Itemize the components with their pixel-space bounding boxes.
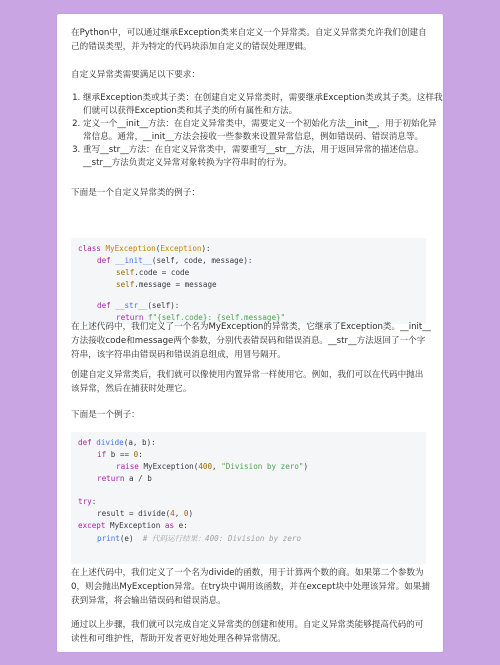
requirement-item: 3. 重写__str__方法：在自定义异常类中，需要重写__str__方法，用于返回异常的描述信息。__str__方法负责定义异常对象转换为字符串时的行为。	[83, 144, 443, 169]
code-line: class MyException(Exception):	[78, 244, 211, 253]
code-line: except MyException as e:	[78, 521, 188, 530]
code-block-divide-example	[71, 432, 426, 564]
code-line: def divide(a, b):	[78, 438, 156, 447]
explain2-paragraph: 在上述代码中，我们定义了一个名为divide的函数，用于计算两个数的商。如果第二个参数为0，则会抛出MyException异常。在try块中调用该函数，并在except块中处理该异常。如果捕获到异常，将会输出错误码和错误消息。	[71, 568, 430, 606]
code-line: try:	[78, 497, 97, 506]
code-line: def __str__(self):	[97, 301, 180, 310]
explain1-paragraph: 在上述代码中，我们定义了一个名为MyException的异常类，它继承了Exception类。__init__方法接收code和message两个参数，分别代表错误码和错误消息。__str__方法返回了一个字符串，该字符串由错误码和错误消息组成，用冒号隔开。	[71, 322, 431, 360]
code-line: return f"{self.code}: {self.message}"	[116, 313, 286, 322]
article-card	[57, 14, 443, 652]
code-line: self.message = message	[116, 280, 217, 289]
code-line: result = divide(4, 0)	[97, 509, 194, 518]
code-line: raise MyException(400, "Division by zero")	[116, 462, 309, 471]
example2-intro: 下面是一个例子：	[71, 410, 140, 420]
code-line: if b == 0:	[97, 450, 143, 459]
code-line: def __init__(self, code, message):	[97, 256, 253, 265]
example1-intro: 下面是一个自定义异常类的例子：	[71, 188, 200, 198]
intro-paragraph: 在Python中，可以通过继承Exception类来自定义一个异常类。自定义异常类允许我们创建自己的错误类型，并为特定的代码块添加自定义的错误处理逻辑。	[71, 28, 427, 52]
conclusion-paragraph: 通过以上步骤，我们就可以完成自定义异常类的创建和使用。自定义异常类能够提高代码的可读性和可维护性，帮助开发者更好地处理各种异常情况。	[71, 620, 424, 644]
requirements-list	[71, 92, 443, 170]
code-line: self.code = code	[116, 268, 190, 277]
requirement-item: 1. 继承Exception类或其子类：在创建自定义异常类时，需要继承Exception类或其子类。这样我们就可以获得Exception类和其子类的所有属性和方法。	[83, 92, 443, 117]
requirement-item: 2. 定义一个__init__方法：在自定义异常类中，需要定义一个初始化方法__init__，用于初始化异常信息。通常，__init__方法会接收一些参数来设置异常信息，例如错误码、错误消息等。	[83, 118, 443, 143]
usage-paragraph: 创建自定义异常类后，我们就可以像使用内置异常一样使用它。例如，我们可以在代码中抛出该异常，然后在捕获时处理它。	[71, 370, 424, 394]
code-line: return a / b	[97, 474, 152, 483]
code-line: print(e) # 代码运行结果：400: Division by zero	[97, 534, 302, 543]
requirements-heading: 自定义异常类需要满足以下要求：	[71, 70, 200, 80]
code-block-exception-class	[71, 238, 426, 324]
